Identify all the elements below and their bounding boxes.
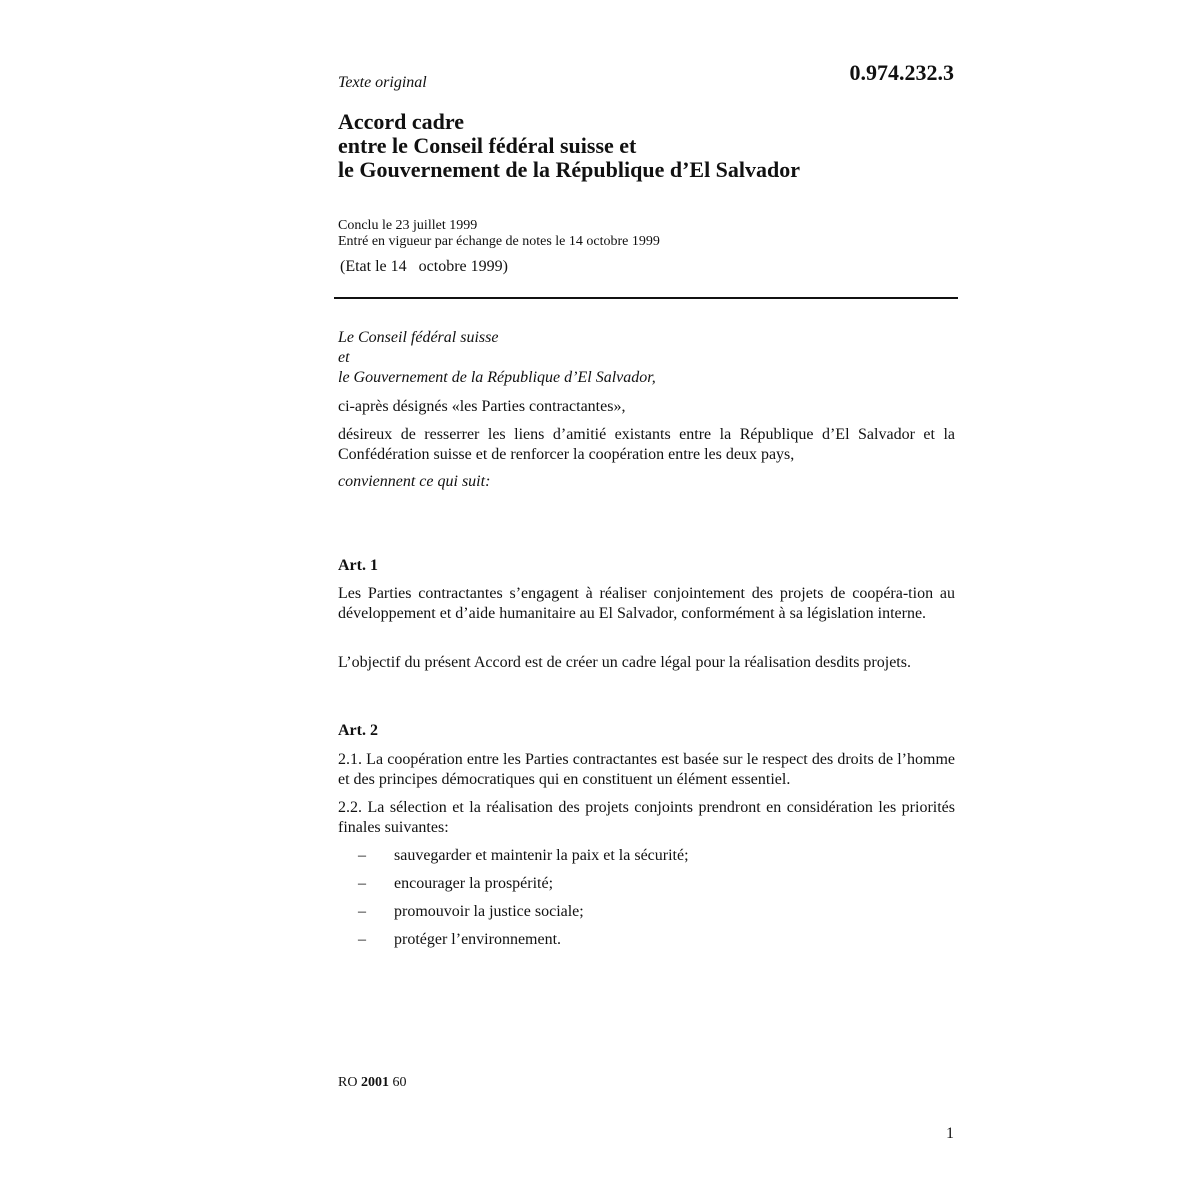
document-title bbox=[338, 110, 800, 182]
preamble-desire bbox=[338, 425, 955, 465]
preamble-designation bbox=[338, 397, 955, 417]
preamble-agree-text: conviennent ce qui suit: bbox=[338, 473, 491, 490]
texte-original-label: Texte original bbox=[338, 74, 427, 91]
entry-into-force: Entré en vigueur par échange de notes le 14 octobre 1999 bbox=[338, 234, 660, 249]
header-divider bbox=[334, 297, 958, 299]
article-paragraph: 2.2. La sélection et la réalisation des projets conjoints prendront en considération les priorités finales suivantes: bbox=[338, 799, 955, 836]
article-heading: Art. 1 bbox=[338, 557, 378, 574]
list-dash: – bbox=[358, 847, 366, 864]
list-item-text: protéger l’environnement. bbox=[394, 931, 562, 948]
list-dash: – bbox=[358, 931, 366, 948]
article-paragraph: 2.1. La coopération entre les Parties contractantes est basée sur le respect des droits de l’homme et des principes démocratiques qui en constituent un élément essentiel. bbox=[338, 751, 955, 788]
list-item-text: sauvegarder et maintenir la paix et la sécurité; bbox=[394, 847, 689, 864]
title-line-1: Accord cadre bbox=[338, 109, 465, 134]
preamble-parties bbox=[338, 328, 955, 388]
title-line-2: entre le Conseil fédéral suisse et bbox=[338, 133, 637, 158]
article-paragraph: L’objectif du présent Accord est de créer un cadre légal pour la réalisation desdits projets. bbox=[338, 654, 911, 671]
ro-page: 60 bbox=[392, 1075, 407, 1090]
preamble-agreement bbox=[338, 472, 955, 492]
preamble-party-2: le Gouvernement de la République d’El Salvador, bbox=[338, 369, 656, 386]
preamble-and: et bbox=[338, 349, 350, 366]
official-compilation-reference bbox=[338, 1075, 406, 1091]
ro-year: 2001 bbox=[360, 1075, 389, 1090]
preamble-party-1: Le Conseil fédéral suisse bbox=[338, 329, 499, 346]
title-line-3: le Gouvernement de la République d’El Salvador bbox=[338, 157, 801, 182]
list-dash: – bbox=[358, 903, 366, 920]
conclu-date: Conclu le 23 juillet 1999 bbox=[338, 218, 478, 233]
article-2-paragraph-1 bbox=[338, 750, 955, 790]
list-item-text: encourager la prospérité; bbox=[394, 875, 554, 892]
conclusion-metadata bbox=[338, 218, 660, 250]
sr-number: 0.974.232.3 bbox=[849, 60, 954, 85]
article-2-paragraph-2 bbox=[338, 798, 955, 838]
ro-prefix: RO bbox=[338, 1075, 358, 1090]
etat-date: (Etat le 14 octobre 1999) bbox=[340, 258, 508, 275]
page-number: 1 bbox=[946, 1125, 954, 1142]
article-1-heading bbox=[338, 556, 955, 576]
article-heading: Art. 2 bbox=[338, 722, 378, 739]
list-dash: – bbox=[358, 875, 366, 892]
article-1-paragraph-1 bbox=[338, 584, 955, 624]
list-item-text: promouvoir la justice sociale; bbox=[394, 903, 584, 920]
article-1-paragraph-2 bbox=[338, 653, 955, 673]
preamble-designation-text: ci-après désignés «les Parties contractantes», bbox=[338, 398, 626, 415]
article-paragraph: Les Parties contractantes s’engagent à réaliser conjointement des projets de coopéra-tion au développement et d’aide humanitaire au El Salvador, conformément à sa législation interne. bbox=[338, 585, 955, 622]
preamble-desire-text: désireux de resserrer les liens d’amitié existants entre la République d’El Salvador et la Confédération suisse et de renforcer la coopération entre les deux pays, bbox=[338, 426, 955, 463]
article-2-heading bbox=[338, 721, 955, 741]
